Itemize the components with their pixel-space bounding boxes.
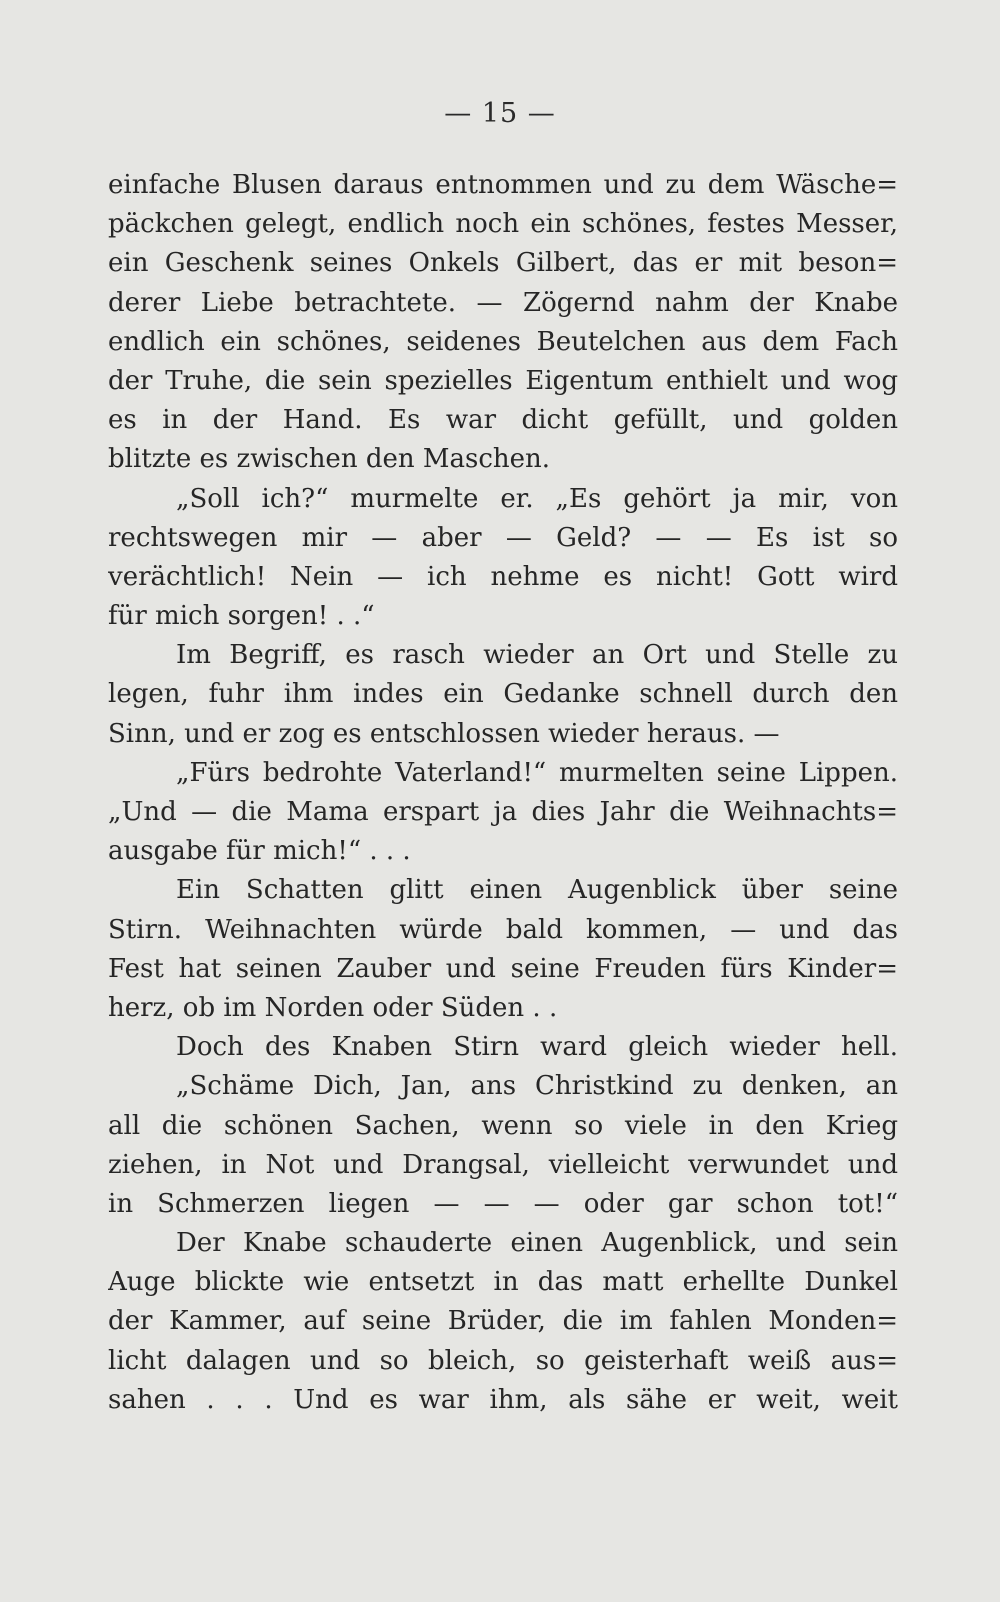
text-line: verächtlich! Nein — ich nehme es nicht! Gott wird xyxy=(108,561,898,592)
text-line: rechtswegen mir — aber — Geld? — — Es ist so xyxy=(108,522,898,553)
text-line: ziehen, in Not und Drangsal, vielleicht verwundet und xyxy=(108,1149,898,1180)
text-line: blitzte es zwischen den Maschen. xyxy=(108,444,551,475)
text-line: der Kammer, auf seine Brüder, die im fahlen Monden= xyxy=(108,1306,898,1337)
text-line: Fest hat seinen Zauber und seine Freuden fürs Kinder= xyxy=(108,953,898,984)
text-line: ausgabe für mich!“ . . . xyxy=(108,836,411,867)
text-line: für mich sorgen! . .“ xyxy=(108,601,375,632)
text-line: der Truhe, die sein spezielles Eigentum enthielt und wog xyxy=(108,365,898,396)
text-line: päckchen gelegt, endlich noch ein schönes, festes Messer, xyxy=(108,209,898,240)
page-number: — 15 — xyxy=(444,98,556,129)
text-line: all die schönen Sachen, wenn so viele in den Krieg xyxy=(108,1110,898,1141)
text-line: einfache Blusen daraus entnommen und zu dem Wäsche= xyxy=(108,170,898,200)
text-line: herz, ob im Norden oder Süden . . xyxy=(108,992,558,1023)
text-line: Sinn, und er zog es entschlossen wieder heraus. — xyxy=(108,718,780,749)
text-line: „Und — die Mama erspart ja dies Jahr die Weihnachts= xyxy=(108,797,898,827)
text-line: Auge blickte wie entsetzt in das matt erhellte Dunkel xyxy=(108,1267,898,1298)
text-line: derer Liebe betrachtete. — Zögernd nahm der Knabe xyxy=(108,287,898,318)
text-line: „Fürs bedrohte Vaterland!“ murmelten seine Lippen. xyxy=(176,757,898,788)
text-line: „Soll ich?“ murmelte er. „Es gehört ja mir, von xyxy=(176,483,898,514)
text-line: Stirn. Weihnachten würde bald kommen, — und das xyxy=(108,914,898,945)
text-line: „Schäme Dich, Jan, ans Christkind zu denken, an xyxy=(176,1071,898,1102)
text-line: Im Begriff, es rasch wieder an Ort und Stelle zu xyxy=(176,640,898,671)
text-line: es in der Hand. Es war dicht gefüllt, und golden xyxy=(108,405,898,436)
body-text xyxy=(108,166,898,1420)
text-line: Ein Schatten glitt einen Augenblick über seine xyxy=(176,875,898,906)
text-line: ein Geschenk seines Onkels Gilbert, das er mit beson= xyxy=(108,248,898,279)
text-line: in Schmerzen liegen — — — oder gar schon tot!“ xyxy=(108,1188,898,1219)
text-line: legen, fuhr ihm indes ein Gedanke schnell durch den xyxy=(108,679,898,710)
text-line: Der Knabe schauderte einen Augenblick, und sein xyxy=(176,1228,898,1259)
text-line: endlich ein schönes, seidenes Beutelchen aus dem Fach xyxy=(108,326,898,357)
text-line: Doch des Knaben Stirn ward gleich wieder hell. xyxy=(176,1032,898,1063)
text-line: licht dalagen und so bleich, so geisterhaft weiß aus= xyxy=(108,1345,898,1376)
text-line: sahen . . . Und es war ihm, als sähe er weit, weit xyxy=(108,1384,898,1415)
